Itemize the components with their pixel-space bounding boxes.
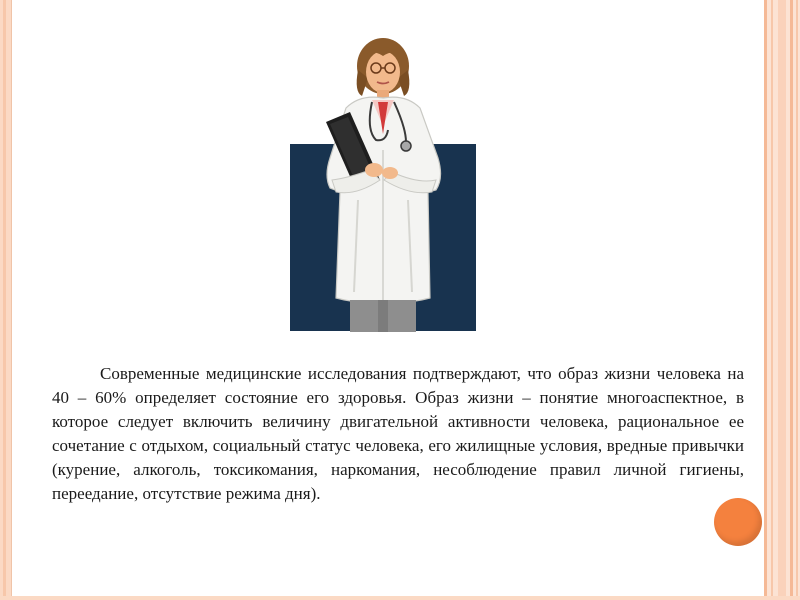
frame-stripe: [796, 0, 798, 600]
orange-circle-decoration: [714, 498, 762, 546]
doctor-legs: [350, 300, 378, 332]
doctor-icon: [288, 30, 478, 335]
frame-stripe: [778, 0, 786, 600]
left-frame-border: [0, 0, 12, 600]
doctor-face: [366, 51, 400, 93]
right-frame-border: [764, 0, 800, 600]
body-paragraph: Современные медицинские исследования подтверждают, что образ жизни человека на 40 – 60% определяет состояние его здоровья. Образ жизни – понятие многоаспектное, в которое следует включить величину двигательной активности человека, рациональное ее сочетание с отдыхом, социальный статус человека, его жилищные условия, вредные привычки (курение, алкоголь, токсикомания, наркомания, несоблюдение правил личной гигиены, переедание, отсутствие режима дня).: [52, 364, 744, 503]
bottom-frame-border: [0, 596, 800, 600]
frame-stripe: [790, 0, 793, 600]
frame-stripe: [764, 0, 767, 600]
frame-stripe: [771, 0, 773, 600]
